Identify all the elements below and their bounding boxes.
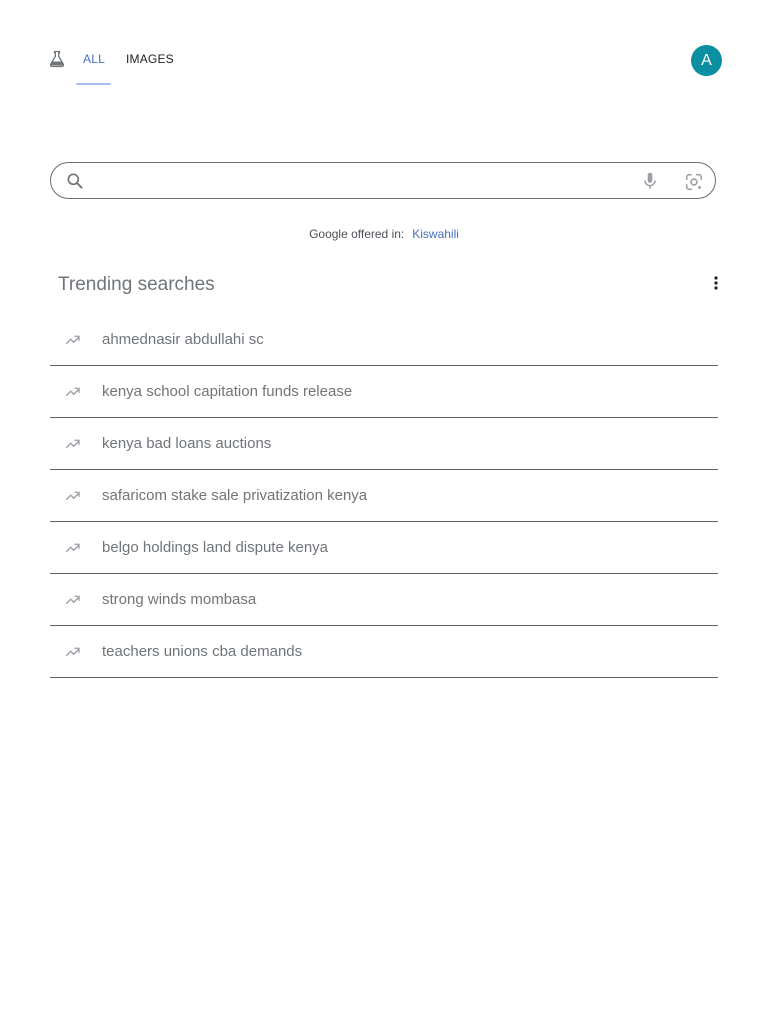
trending-item-label: belgo holdings land dispute kenya bbox=[102, 539, 329, 556]
trending-item[interactable] bbox=[50, 574, 718, 626]
trending-item[interactable] bbox=[50, 626, 718, 678]
trending-item-label: strong winds mombasa bbox=[102, 591, 257, 608]
trending-title: Trending searches bbox=[58, 274, 215, 295]
language-offer bbox=[0, 227, 768, 241]
language-link-kiswahili[interactable]: Kiswahili bbox=[412, 227, 459, 241]
trending-item-label: safaricom stake sale privatization kenya bbox=[102, 487, 368, 504]
microphone-icon[interactable] bbox=[639, 170, 661, 192]
trending-item[interactable] bbox=[50, 418, 718, 470]
account-avatar[interactable]: A bbox=[691, 45, 722, 76]
trending-list bbox=[50, 314, 718, 678]
search-input[interactable] bbox=[97, 168, 631, 196]
flask-icon[interactable] bbox=[47, 49, 67, 69]
search-box[interactable] bbox=[50, 162, 716, 199]
trending-up-icon bbox=[64, 383, 82, 401]
trending-up-icon bbox=[64, 643, 82, 661]
camera-lens-icon[interactable] bbox=[683, 171, 705, 193]
trending-up-icon bbox=[64, 591, 82, 609]
top-bar bbox=[0, 0, 768, 90]
trending-item[interactable] bbox=[50, 470, 718, 522]
trending-item[interactable] bbox=[50, 366, 718, 418]
trending-item-label: kenya school capitation funds release bbox=[102, 383, 353, 400]
tab-images[interactable]: IMAGES bbox=[126, 52, 174, 66]
search-icon bbox=[65, 171, 85, 191]
trending-item-label: kenya bad loans auctions bbox=[102, 435, 272, 452]
trending-item[interactable] bbox=[50, 314, 718, 366]
tab-all-underline bbox=[76, 83, 111, 85]
trending-up-icon bbox=[64, 487, 82, 505]
trending-item-label: teachers unions cba demands bbox=[102, 643, 303, 660]
trending-up-icon bbox=[64, 435, 82, 453]
trending-up-icon bbox=[64, 331, 82, 349]
trending-item[interactable] bbox=[50, 522, 718, 574]
more-vertical-icon[interactable] bbox=[708, 274, 724, 292]
language-offer-prefix: Google offered in: bbox=[309, 227, 405, 241]
tab-all[interactable]: ALL bbox=[83, 52, 105, 66]
trending-up-icon bbox=[64, 539, 82, 557]
trending-item-label: ahmednasir abdullahi sc bbox=[102, 331, 264, 348]
